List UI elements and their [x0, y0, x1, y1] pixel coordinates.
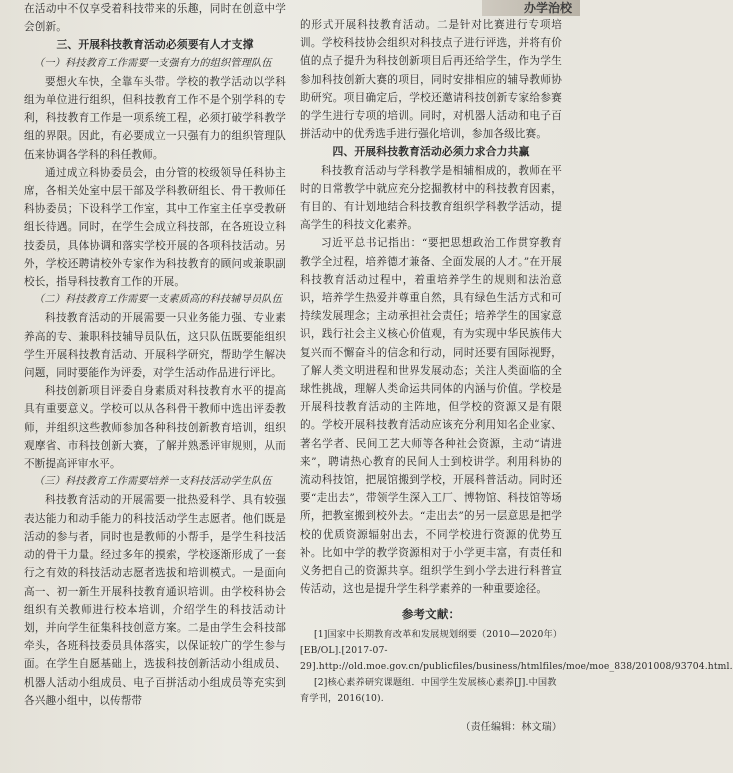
paragraph: 习近平总书记指出：“要把思想政治工作贯穿教育教学全过程，培养德才兼备、全面发展的人才。”在开展科技教育活动过程中，着重培养学生的规则和法治意识，培养学生热爱并尊重自然，具有绿色生活方式和可持续发展理念；主动承担社会责任；培养学生的国家意识，践行社会主义核心价值观，有为实现中华民族伟大复兴而不懈奋斗的信念和行动，同时还要有国际视野，了解人类文明进程和世界发展动态；关注人类面临的全球性挑战，理解人类命运共同体的内涵与价值。学校是开展科技教育活动的主阵地，但学校的资源又是有限的。学校开展科技教育活动应该充分利用知名企业家、著名学者、民间工艺大师等各种社会资源，主动“请进来”，聘请热心教育的民间人士到校讲学。利用科协的流动科技馆，把展馆搬到学校，开展科普活动。同时还要“走出去”，带领学生深入工厂、博物馆、科技馆等场所，把教室搬到校外去。“走出去”的另一层意思是把学校的优质资源辐射出去，不同学校进行资源的优势互补。比如中学的教学资源相对于小学更丰富，有责任和义务把自己的资源共享。组织学生到小学去进行科普宣传活动，这也是提升学生科学素养的一种重要途径。 — [300, 237, 562, 596]
subsection-heading-2: （二）科技教育工作需要一支素质高的科技辅导员队伍 — [34, 294, 283, 306]
paragraph: 要想火车快，全靠车头带。学校的教学活动以学科组为单位进行组织，但科技教育工作不是个别学科的专利，科技教育工作是一项系统工程，必须打破学科教学组的界限。因此，有必要成立一只强有力的组织管理队伍来协调各学科的科任教师。 — [24, 75, 286, 161]
column-header-banner: 办学治校 — [482, 0, 580, 16]
right-column — [300, 16, 733, 747]
paragraph: 科技创新项目评委自身素质对科技教育水平的提高具有重要意义。学校可以从各科骨干教师中选出评委教师，并组织这些教师参加各种科技创新教育培训，组织观摩省、市科技创新大赛，了解并熟悉评审规则，从而不断提高评审水平。 — [24, 385, 286, 471]
reference-item: [1]国家中长期教育改革和发展规划纲要（2010—2020年）[EB/OL].[2017-07-29].http://old.moe.gov.cn/publicfiles/business/htmlfiles/moe/moe_838/201008/93704.html. — [300, 628, 733, 672]
section-heading-4: 四、开展科技教育活动必须力求合力共赢 — [332, 145, 530, 159]
paragraph: 在活动中不仅享受着科技带来的乐趣，同时在创意中学会创新。 — [24, 3, 286, 34]
editor-credit: （责任编辑：林文瑞） — [460, 721, 562, 733]
left-column — [24, 0, 286, 710]
section-heading-3: 三、开展科技教育活动必须要有人才支撑 — [56, 38, 254, 52]
paragraph: 通过成立科协委员会，由分管的校级领导任科协主席，各相关处室中层干部及学科教研组长、骨干教师任科协委员；下设科学工作室，其中工作室主任享受教研组长待遇。同时，在学生会成立科技部，在各班设立科技委员，具体协调和落实学校开展的各项科技活动。另外，学校还聘请校外专家作为科技教育的顾问或兼职副校长，指导科技教育工作的开展。 — [24, 166, 286, 289]
references-title: 参考文献： — [401, 606, 461, 621]
subsection-heading-3: （三）科技教育工作需要培养一支科技活动学生队伍 — [34, 476, 272, 488]
paragraph: 科技教育活动的开展需要一只业务能力强、专业素养高的专、兼职科技辅导员队伍，这只队伍既要能组织学生开展科技教育活动、开展科学研究，帮助学生解决问题，同时要能作为评委，对学生活动作品进行评比。 — [24, 312, 286, 380]
reference-item: [2]核心素养研究课题组．中国学生发展核心素养[J].中国教育学刊，2016(10). — [300, 676, 557, 704]
paragraph: 科技教育活动与学科教学是相辅相成的，教师在平时的日常教学中就应充分挖掘教材中的科技教育因素，有目的、有计划地结合科技教育组织学科教学活动，提高学生的科技文化素养。 — [300, 164, 562, 232]
paragraph: 科技教育活动的开展需要一批热爱科学、具有较强表达能力和动手能力的科技活动学生志愿者。他们既是活动的参与者，同时也是教师的小帮手，是学生科技活动的骨干力量。经过多年的摸索，学校逐渐形成了一套行之有效的科技活动志愿者选拔和培训模式。一是面向高一、初一新生开展科技教育通识培训。由学校科协会组织有关教师进行校本培训，介绍学生的科技活动计划，并向学生征集科技创意方案。二是由学生会科技部牵头，各班科技委员具体落实，以保证较广的学生参与面。在学生自愿基础上，选拔科技创新活动小组成员、机器人活动小组成员、电子百拼活动小组成员等充实到各兴趣小组中，以传帮带 — [24, 494, 286, 707]
subsection-heading-1: （一）科技教育工作需要一支强有力的组织管理队伍 — [34, 57, 272, 69]
paragraph: 的形式开展科技教育活动。二是针对比赛进行专项培训。学校科技协会组织对科技点子进行评选，并将有价值的点子提升为科技创新项目后再还给学生，作为学生参加科技创新大赛的项目，同时安排相应的辅导教师协助研究。项目确定后，学校还邀请科技创新专家给参赛的学生进行专项的培训。同时，对机器人活动和电子百拼活动中的优秀选手进行强化培训，参加各级比赛。 — [300, 19, 562, 141]
